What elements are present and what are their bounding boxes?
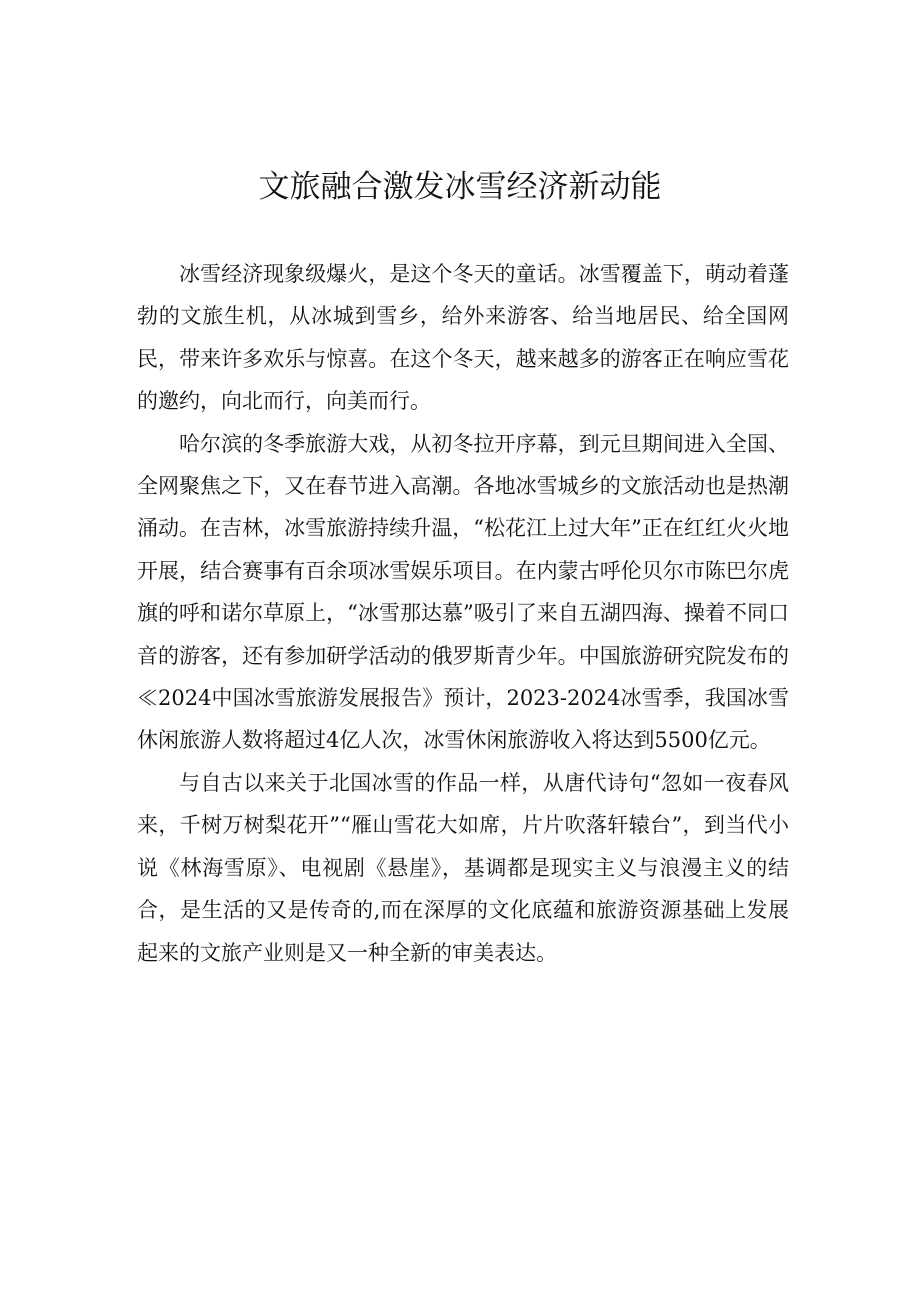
document-body (137, 253, 789, 974)
document-title: 文旅融合激发冰雪经济新动能 (258, 169, 662, 205)
paragraph-2: 哈尔滨的冬季旅游大戏，从初冬拉开序幕，到元旦期间进入全国、全网聚焦之下，又在春节进入高潮。各地冰雪城乡的文旅活动也是热潮涌动。在吉林，冰雪旅游持续升温，“松花江上过大年”正在红红火火地开展，结合赛事有百余项冰雪娱乐项目。在内蒙古呼伦贝尔市陈巴尔虎旗的呼和诺尔草原上，“冰雪那达慕”吸引了来自五湖四海、操着不同口音的游客，还有参加研学活动的俄罗斯青少年。中国旅游研究院发布的≪2024中国冰雪旅游发展报告》预计，2023-2024冰雪季，我国冰雪休闲旅游人数将超过4亿人次，冰雪休闲旅游收入将达到5500亿元。 (137, 431, 789, 753)
paragraph-3: 与自古以来关于北国冰雪的作品一样，从唐代诗句“忽如一夜春风来，千树万树梨花开”“雁山雪花大如席，片片吹落轩辕台”，到当代小说《林海雪原》、电视剧《悬崖》，基调都是现实主义与浪漫主义的结合，是生活的又是传奇的,而在深厚的文化底蕴和旅游资源基础上发展起来的文旅产业则是又一种全新的审美表达。 (137, 770, 789, 965)
paragraph-1: 冰雪经济现象级爆火，是这个冬天的童话。冰雪覆盖下，萌动着蓬勃的文旅生机，从冰城到雪乡，给外来游客、给当地居民、给全国网民，带来许多欢乐与惊喜。在这个冬天，越来越多的游客正在响应雪花的邀约，向北而行，向美而行。 (137, 262, 789, 414)
